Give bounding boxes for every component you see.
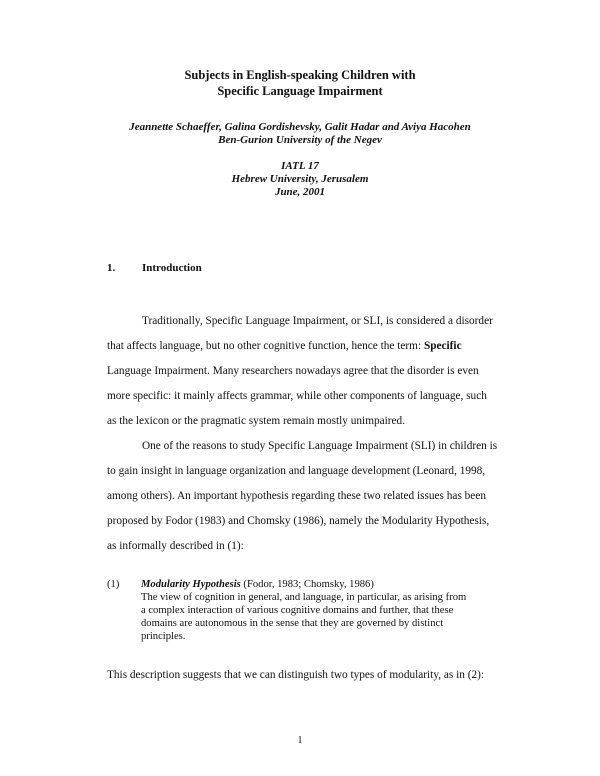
paragraph-1-line	[107, 334, 497, 359]
author-affiliation: Ben-Gurion University of the Negev	[218, 134, 382, 146]
paragraph-2-line: as informally described in (1):	[107, 540, 244, 552]
paragraph-3	[107, 663, 497, 688]
author-names: Jeannette Schaeffer, Galina Gordishevsky, Galit Hadar and Aviya Hacohen	[129, 121, 471, 133]
paragraph-2-line: to gain insight in language organization and language development (Leonard, 1998,	[107, 465, 486, 477]
author-block	[0, 121, 600, 147]
paper-title	[0, 67, 600, 99]
paragraph-1	[107, 309, 497, 434]
example-number: (1)	[107, 579, 120, 590]
venue-location: Hebrew University, Jerusalem	[231, 173, 369, 185]
section-number: 1.	[107, 262, 116, 274]
venue-conference: IATL 17	[281, 160, 319, 172]
paragraph-1-text: that affects language, but no other cognitive function, hence the term:	[107, 340, 424, 352]
venue-date: June, 2001	[274, 186, 326, 198]
venue-block	[0, 160, 600, 199]
example-1	[141, 578, 501, 643]
paragraph-2	[107, 434, 497, 559]
example-heading-italic: Modularity Hypothesis	[141, 579, 241, 590]
section-heading: Introduction	[142, 262, 202, 274]
paragraph-1-line: more specific: it mainly affects grammar, while other components of language, such	[107, 390, 487, 402]
paragraph-2-line: among others). An important hypothesis regarding these two related issues has been	[107, 490, 486, 502]
title-line-2: Specific Language Impairment	[217, 84, 383, 98]
emphasis-specific: Specific	[423, 340, 462, 352]
title-line-1: Subjects in English-speaking Children with	[184, 68, 416, 82]
page-number: 1	[297, 735, 303, 746]
paragraph-1-line: Traditionally, Specific Language Impairment, or SLI, is considered a disorder	[142, 315, 493, 327]
example-line: The view of cognition in general, and language, in particular, as arising from	[141, 592, 467, 603]
example-line: a complex interaction of various cognitive domains and further, that these	[141, 605, 454, 616]
paragraph-1-line: as the lexicon or the pragmatic system remain mostly unimpaired.	[107, 415, 406, 427]
paragraph-2-line: One of the reasons to study Specific Language Impairment (SLI) in children is	[142, 440, 498, 452]
paragraph-2-line: proposed by Fodor (1983) and Chomsky (1986), namely the Modularity Hypothesis,	[107, 515, 490, 527]
example-line: principles.	[141, 631, 186, 642]
paragraph-1-line: Language Impairment. Many researchers nowadays agree that the disorder is even	[107, 365, 479, 377]
example-citation: (Fodor, 1983; Chomsky, 1986)	[240, 579, 374, 590]
paragraph-3-line: This description suggests that we can distinguish two types of modularity, as in (2):	[107, 669, 485, 681]
example-line: domains are autonomous in the sense that they are governed by distinct	[141, 618, 444, 629]
example-heading	[141, 578, 501, 591]
